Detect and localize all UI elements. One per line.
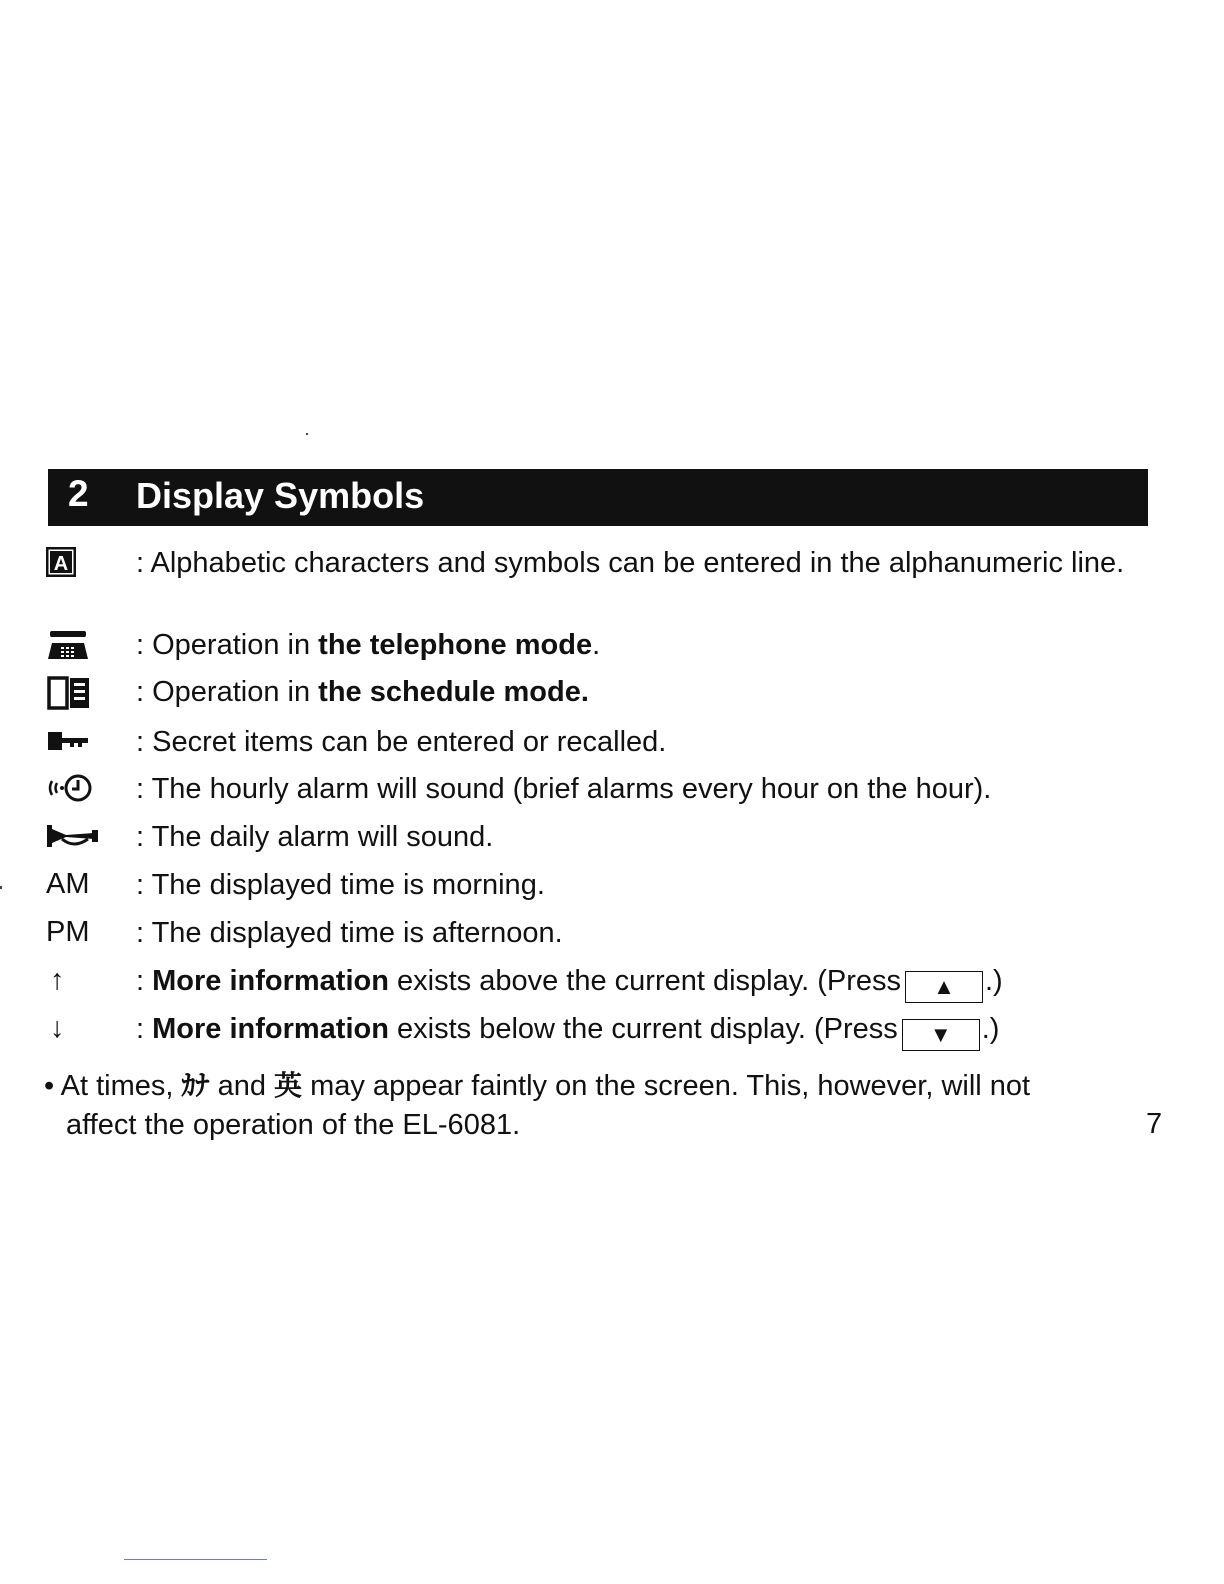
symbol-description xyxy=(136,770,1151,808)
bugle-alarm-icon xyxy=(46,816,116,856)
footer-rule xyxy=(124,1559,267,1560)
svg-text:A: A xyxy=(53,553,69,575)
symbol-description xyxy=(136,626,1151,664)
description-text: .) xyxy=(981,1013,1000,1045)
description-text: : Operation in xyxy=(136,629,319,661)
note-text: may appear faintly on the screen. This, however, will not xyxy=(310,1070,1031,1102)
alpha-mode-icon xyxy=(46,542,116,582)
english-mode-symbol: 英 xyxy=(274,1069,303,1102)
note-text: At times, xyxy=(60,1070,182,1102)
down-key-icon: ▼ xyxy=(902,1019,980,1051)
up-arrow-icon: ↑ xyxy=(50,963,65,996)
description-text: : xyxy=(136,1013,153,1045)
description-text: : The displayed time is afternoon. xyxy=(136,917,563,949)
schedule-book-icon xyxy=(46,673,116,713)
page-number: 7 xyxy=(1146,1108,1163,1140)
description-bold-text: More information xyxy=(152,965,389,997)
description-text: : The displayed time is morning. xyxy=(136,869,545,901)
description-text: . xyxy=(592,629,601,661)
hourly-alarm-icon xyxy=(46,768,116,808)
description-text: : Alphabetic characters and symbols can be entered in the alphanumeric line. xyxy=(136,547,1125,579)
description-text: : Secret items can be entered or recalled. xyxy=(136,726,667,758)
description-text: : The daily alarm will sound. xyxy=(136,821,494,853)
note-paragraph xyxy=(44,1066,1154,1145)
symbol-description xyxy=(136,544,1151,582)
description-text: exists below the current display. (Press xyxy=(388,1013,898,1045)
symbol-description xyxy=(136,962,1151,1003)
note-line-2: affect the operation of the EL-6081. xyxy=(66,1109,521,1141)
description-text: : xyxy=(136,965,153,997)
description-text: exists above the current display. (Press xyxy=(388,965,901,997)
key-icon xyxy=(46,721,116,761)
symbol-description xyxy=(136,866,1151,904)
up-key-icon: ▲ xyxy=(905,971,983,1003)
telephone-icon xyxy=(46,626,116,666)
description-text: .) xyxy=(985,965,1003,997)
description-text: : Operation in xyxy=(136,676,319,708)
am-label: AM xyxy=(46,867,90,900)
section-title: Display Symbols xyxy=(136,475,425,516)
description-bold-text: the telephone mode xyxy=(318,629,593,661)
kana-symbol: ｶﾅ xyxy=(181,1069,210,1102)
pm-label: PM xyxy=(46,915,90,948)
scan-speck xyxy=(0,886,2,889)
description-bold-text: More information xyxy=(152,1013,389,1045)
description-bold-text: the schedule mode. xyxy=(318,676,589,708)
down-arrow-icon: ↓ xyxy=(50,1011,65,1044)
symbol-description xyxy=(136,1010,1151,1051)
section-number: 2 xyxy=(68,473,89,514)
note-line-1 xyxy=(44,1066,1154,1106)
symbol-description xyxy=(136,723,1151,761)
symbol-description xyxy=(136,914,1151,952)
symbol-description xyxy=(136,673,1151,711)
note-text: and xyxy=(217,1070,275,1102)
scan-speck xyxy=(306,433,308,435)
bullet-icon: • xyxy=(44,1070,55,1102)
description-text: : The hourly alarm will sound (brief alarms every hour on the hour). xyxy=(136,773,992,805)
symbol-description xyxy=(136,818,1151,856)
section-header xyxy=(48,469,1148,526)
